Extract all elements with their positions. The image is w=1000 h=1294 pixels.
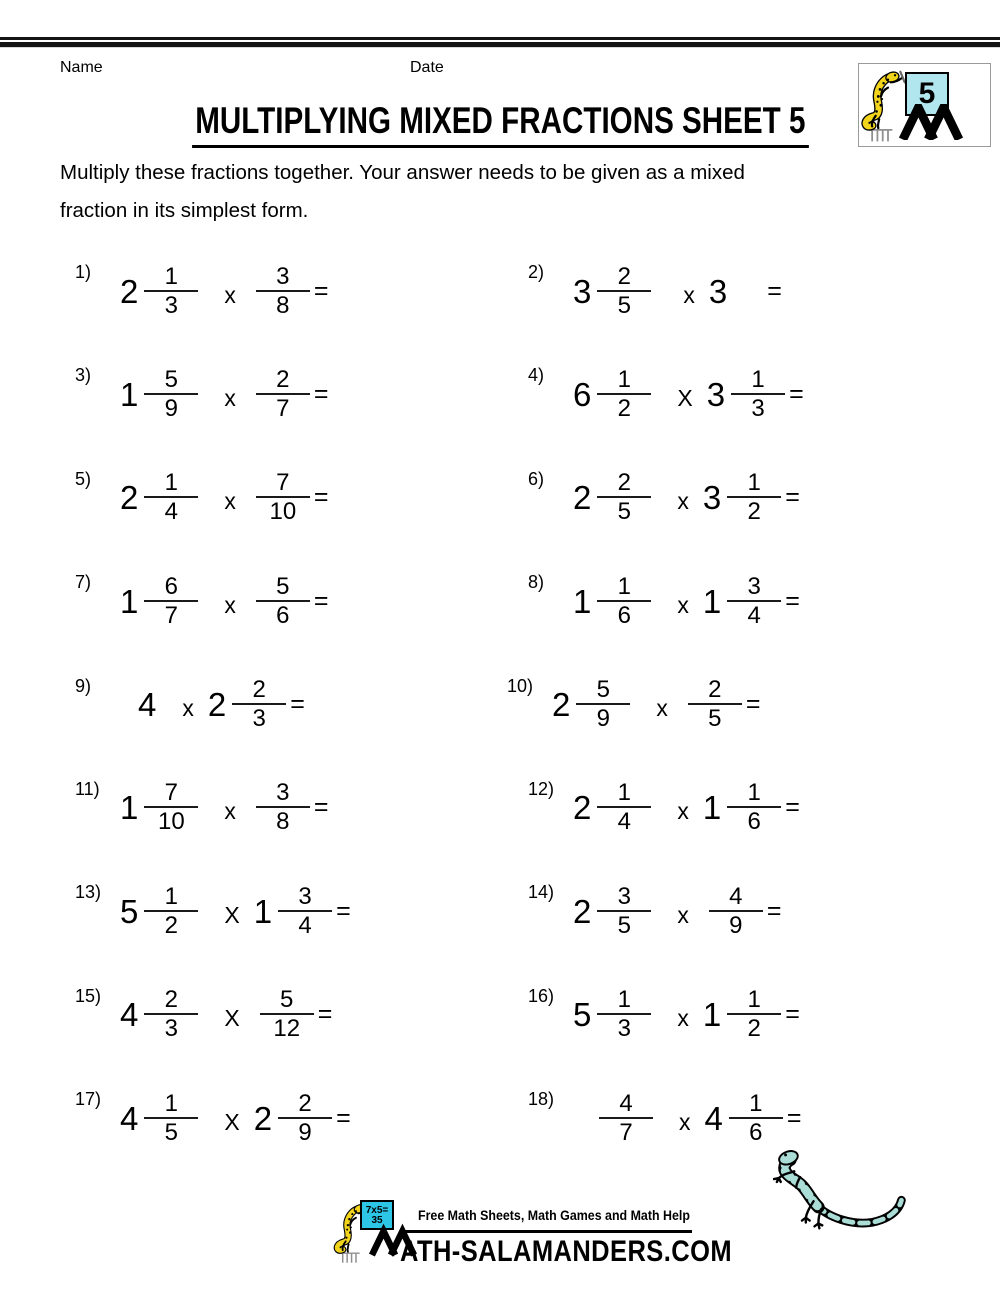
multiply-sign: x: [677, 798, 689, 825]
problem-expression: [573, 976, 800, 1054]
multiply-sign: x: [224, 488, 236, 515]
fraction: [727, 572, 781, 629]
problem-expression: [573, 769, 800, 847]
fraction: [599, 1089, 653, 1146]
numerator: 1: [617, 572, 632, 600]
problem-11: [75, 769, 528, 872]
footer-board-line1: 7x5=: [365, 1205, 389, 1216]
whole-number: 2: [552, 686, 571, 724]
equals-sign: =: [766, 896, 782, 925]
footer-tagline: Free Math Sheets, Math Games and Math Help: [418, 1208, 690, 1223]
problem-number: 5): [75, 468, 92, 489]
whole-number: 1: [120, 789, 139, 827]
fraction: [688, 678, 742, 731]
denominator: 3: [164, 291, 179, 319]
problem-expression: [120, 252, 328, 330]
multiply-sign: X: [224, 901, 240, 928]
multiply-sign: x: [677, 1005, 689, 1032]
problem-7: [75, 562, 528, 665]
fraction: [731, 365, 785, 422]
equals-sign: =: [785, 1000, 800, 1029]
multiply-sign: x: [677, 488, 689, 515]
whole-number: 2: [120, 479, 139, 517]
problem-expression: [120, 1079, 351, 1157]
fraction: [256, 365, 310, 422]
fraction: [144, 471, 198, 524]
page-title: MULTIPLYING MIXED FRACTIONS SHEET 5: [192, 100, 809, 148]
fraction: [597, 262, 651, 319]
problem-number: 8): [528, 572, 545, 593]
problem-number: 10): [507, 675, 534, 696]
numerator: 1: [749, 1089, 763, 1117]
problem-number: 7): [75, 572, 92, 593]
whole-number: 5: [573, 996, 592, 1034]
whole-number: 1: [573, 582, 592, 620]
numerator: 2: [164, 986, 179, 1014]
fraction: [260, 988, 314, 1041]
fraction: [144, 781, 198, 834]
equals-sign: =: [789, 379, 804, 408]
problem-number: 18): [528, 1089, 555, 1110]
fraction: [144, 262, 198, 319]
multiply-sign: x: [224, 798, 236, 825]
whole-number: 3: [708, 272, 728, 310]
denominator: 5: [617, 911, 632, 939]
problem-expression: [120, 562, 328, 640]
problem-expression: [120, 872, 351, 950]
problem-5: [75, 459, 528, 562]
problem-number: 17): [75, 1089, 102, 1110]
equals-sign: =: [785, 483, 800, 512]
multiply-sign: x: [224, 281, 236, 308]
numerator: 1: [164, 262, 179, 290]
denominator: 9: [729, 911, 743, 939]
fraction: [144, 882, 198, 939]
numerator: 2: [298, 1089, 312, 1117]
equals-sign: =: [785, 586, 800, 615]
denominator: 5: [164, 1118, 179, 1146]
numerator: 2: [252, 676, 266, 704]
whole-number: 6: [573, 375, 592, 413]
denominator: 5: [617, 498, 632, 526]
whole-number: 4: [704, 1099, 723, 1137]
denominator: 9: [298, 1118, 312, 1146]
fraction: [597, 882, 651, 939]
denominator: 7: [164, 601, 179, 629]
whole-number: 1: [702, 789, 722, 827]
multiply-sign: X: [224, 1005, 240, 1032]
problem-number: 6): [528, 468, 545, 489]
fraction: [576, 678, 630, 731]
fraction: [597, 781, 651, 834]
denominator: 12: [273, 1015, 301, 1043]
denominator: 6: [747, 808, 761, 836]
numerator: 7: [276, 469, 290, 497]
numerator: 1: [747, 986, 761, 1014]
numerator: 1: [617, 779, 632, 807]
denominator: 4: [164, 498, 179, 526]
numerator: 3: [276, 779, 290, 807]
denominator: 7: [619, 1118, 633, 1146]
problem-expression: [120, 976, 332, 1054]
fraction: [727, 781, 781, 834]
numerator: 2: [617, 469, 632, 497]
whole-number: 2: [573, 479, 592, 517]
fraction: [256, 262, 310, 319]
numerator: 2: [276, 365, 290, 393]
problem-10: [507, 666, 950, 769]
numerator: 5: [164, 365, 179, 393]
equals-sign: =: [336, 896, 351, 925]
equals-sign: =: [336, 1103, 351, 1132]
numerator: 5: [596, 676, 611, 704]
multiply-sign: x: [679, 1108, 691, 1135]
problem-number: 16): [528, 985, 555, 1006]
equals-sign: =: [313, 586, 329, 615]
denominator: 4: [617, 808, 632, 836]
problem-expression: [120, 459, 328, 537]
multiply-sign: x: [677, 591, 689, 618]
problem-9: [75, 666, 528, 769]
whole-number: 3: [706, 375, 726, 413]
numerator: 7: [164, 779, 179, 807]
site-name: ATH-SALAMANDERS.COM: [400, 1235, 733, 1268]
equals-sign: =: [317, 1000, 333, 1029]
problem-number: 13): [75, 882, 102, 903]
denominator: 8: [276, 291, 290, 319]
multiply-sign: x: [224, 591, 236, 618]
fraction: [144, 572, 198, 629]
fraction: [729, 1089, 783, 1146]
numerator: 5: [280, 986, 294, 1014]
equals-sign: =: [745, 690, 761, 719]
fraction: [597, 572, 651, 629]
denominator: 10: [269, 498, 297, 526]
numerator: 1: [164, 469, 179, 497]
whole-number: 3: [702, 479, 722, 517]
whole-number: 4: [120, 1099, 139, 1137]
denominator: 6: [276, 601, 290, 629]
divider-shadow: [0, 47, 1000, 48]
instructions: [60, 154, 745, 230]
instructions-line-2: fraction in its simplest form.: [60, 199, 309, 222]
denominator: 9: [164, 394, 179, 422]
fraction: [278, 882, 332, 939]
problem-number: 4): [528, 365, 545, 386]
fraction: [232, 678, 286, 731]
problem-16: [528, 976, 950, 1079]
multiply-sign: x: [224, 384, 236, 411]
denominator: 5: [708, 705, 722, 733]
numerator: 1: [747, 469, 761, 497]
numerator: 6: [164, 572, 179, 600]
denominator: 3: [164, 1015, 179, 1043]
problem-number: 11): [75, 778, 100, 799]
whole-number: 2: [120, 272, 139, 310]
problem-expression: [573, 872, 781, 950]
fraction: [709, 882, 763, 939]
problem-2: [528, 252, 950, 355]
fraction: [256, 572, 310, 629]
denominator: 7: [276, 394, 290, 422]
equals-sign: =: [313, 793, 329, 822]
site-logo: [333, 1200, 733, 1272]
denominator: 2: [747, 1015, 761, 1043]
denominator: 4: [298, 911, 312, 939]
fraction: [597, 988, 651, 1041]
whole-number: 1: [253, 892, 273, 930]
fraction: [597, 471, 651, 524]
multiply-sign: X: [677, 384, 693, 411]
numerator: 4: [619, 1089, 633, 1117]
problem-number: 14): [528, 882, 555, 903]
whole-number: 1: [702, 582, 722, 620]
multiply-sign: x: [656, 695, 668, 722]
problem-12: [528, 769, 950, 872]
multiply-sign: x: [182, 695, 194, 722]
equals-sign: =: [290, 690, 305, 719]
problem-number: 1): [75, 262, 92, 282]
fraction: [144, 1089, 198, 1146]
equals-sign: =: [313, 379, 329, 408]
problem-number: 15): [75, 985, 102, 1006]
numerator: 1: [164, 882, 179, 910]
problem-number: 9): [75, 675, 92, 696]
denominator: 2: [164, 911, 179, 939]
numerator: 4: [729, 882, 743, 910]
problem-6: [528, 459, 950, 562]
denominator: 8: [276, 808, 290, 836]
lizard-illustration: [773, 1148, 913, 1240]
whole-number: 2: [573, 892, 592, 930]
numerator: 2: [708, 676, 722, 704]
problem-expression: [573, 562, 800, 640]
equals-sign: =: [786, 1103, 802, 1132]
equals-sign: =: [313, 276, 329, 305]
denominator: 2: [747, 498, 761, 526]
whole-number: 1: [120, 582, 139, 620]
denominator: 6: [617, 601, 632, 629]
instructions-line-1: Multiply these fractions together. Your answer needs to be given as a mixed: [60, 161, 745, 184]
problem-expression: [138, 666, 305, 744]
numerator: 1: [747, 779, 761, 807]
problem-expression: [573, 252, 782, 330]
problem-expression: [593, 1079, 801, 1157]
numerator: 1: [164, 1089, 179, 1117]
numerator: 3: [298, 882, 312, 910]
multiply-sign: X: [224, 1108, 240, 1135]
problem-expression: [573, 355, 804, 433]
fraction: [278, 1089, 332, 1146]
numerator: 3: [617, 882, 632, 910]
denominator: 3: [751, 394, 765, 422]
denominator: 10: [158, 808, 185, 836]
whole-number: 5: [120, 892, 139, 930]
problem-expression: [120, 769, 328, 847]
problem-3: [75, 355, 528, 458]
equals-sign: =: [767, 276, 782, 305]
problem-4: [528, 355, 950, 458]
numerator: 5: [276, 572, 290, 600]
denominator: 3: [617, 1015, 632, 1043]
problem-number: 3): [75, 365, 92, 386]
numerator: 3: [747, 572, 761, 600]
equals-sign: =: [785, 793, 800, 822]
numerator: 1: [617, 986, 632, 1014]
footer-divider: [400, 1230, 692, 1233]
problem-1: [75, 252, 528, 355]
numerator: 3: [276, 262, 290, 290]
denominator: 5: [617, 291, 632, 319]
fraction: [144, 365, 198, 422]
problems-grid: [75, 252, 950, 1183]
problem-8: [528, 562, 950, 665]
problem-14: [528, 872, 950, 975]
problem-number: 12): [528, 778, 555, 799]
denominator: 3: [252, 705, 266, 733]
whole-number: 4: [120, 996, 139, 1034]
date-label: Date: [410, 59, 444, 76]
whole-number: 3: [573, 272, 592, 310]
whole-number: 2: [253, 1099, 273, 1137]
problem-expression: [573, 459, 800, 537]
whole-number: 2: [573, 789, 592, 827]
equals-sign: =: [313, 483, 329, 512]
name-label: Name: [60, 59, 103, 76]
problem-expression: [552, 666, 760, 744]
denominator: 6: [749, 1118, 763, 1146]
problem-number: 2): [528, 262, 545, 282]
denominator: 2: [617, 394, 632, 422]
problem-expression: [120, 355, 328, 433]
numerator: 2: [617, 262, 632, 290]
fraction: [144, 988, 198, 1041]
whole-number: 2: [207, 686, 227, 724]
whole-number: 4: [138, 686, 157, 724]
top-divider: [0, 37, 1000, 48]
fraction: [597, 365, 651, 422]
multiply-sign: x: [677, 901, 689, 928]
whole-number: 1: [702, 996, 722, 1034]
denominator: 4: [747, 601, 761, 629]
whole-number: 1: [120, 375, 139, 413]
footer-board-line2: 35: [371, 1215, 383, 1226]
fraction: [727, 988, 781, 1041]
problem-13: [75, 872, 528, 975]
fraction: [256, 471, 310, 524]
denominator: 9: [596, 705, 611, 733]
sheet-number: 5: [918, 77, 936, 110]
title-wrap: [0, 100, 1000, 148]
fraction: [256, 781, 310, 834]
multiply-sign: x: [683, 281, 695, 308]
problem-15: [75, 976, 528, 1079]
problem-17: [75, 1079, 528, 1182]
numerator: 1: [617, 365, 632, 393]
numerator: 1: [751, 365, 765, 393]
fraction: [727, 471, 781, 524]
